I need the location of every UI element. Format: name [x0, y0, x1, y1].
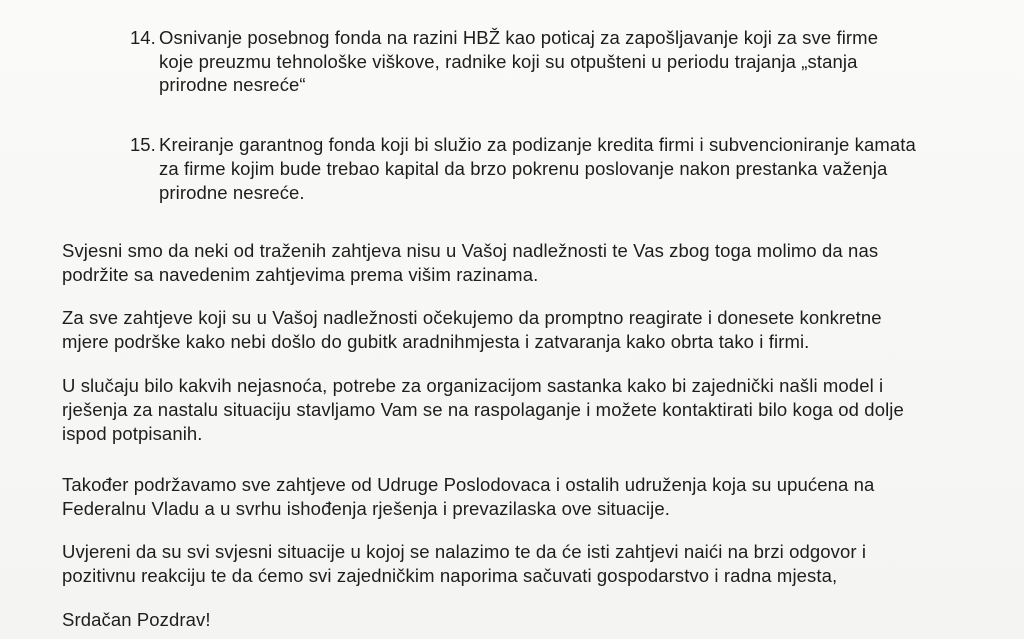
paragraph-4-line-2: Federalnu Vladu a u svrhu ishođenja rješenja i prevazilaska ove situacije. — [62, 498, 670, 519]
paragraph-4-line-1: Također podržavamo sve zahtjeve od Udruge Poslodovaca i ostalih udruženja koja su upućena na — [62, 474, 875, 495]
paragraph-3-line-2: rješenja za nastalu situaciju stavljamo Vam se na raspolaganje i možete kontaktirati bilo koga od dolje — [62, 399, 904, 420]
paragraph-1-line-2: podržite sa navedenim zahtjevima prema višim razinama. — [62, 264, 539, 285]
item-14-number: 14. — [130, 27, 156, 48]
item-15-number: 15. — [130, 134, 156, 155]
item-15-line-3: prirodne nesreće. — [159, 182, 305, 203]
paragraph-1-line-1: Svjesni smo da neki od traženih zahtjeva nisu u Vašoj nadležnosti te Vas zbog toga molimo da nas — [62, 240, 879, 261]
paragraph-5-line-2: pozitivnu reakciju te da ćemo svi zajedničkim naporima sačuvati gospodarstvo i radna mjesta, — [62, 565, 838, 586]
paragraph-2-line-1: Za sve zahtjeve koji su u Vašoj nadležnosti očekujemo da promptno reagirate i donesete konkretne — [62, 307, 882, 328]
paragraph-3-line-1: U slučaju bilo kakvih nejasnoća, potrebe za organizacijom sastanka kako bi zajednički našli model i — [62, 375, 884, 396]
paragraph-2-line-2: mjere podrške kako nebi došlo do gubitk aradnihmjesta i zatvaranja kako obrta tako i firmi. — [62, 331, 810, 352]
paragraph-5-line-1: Uvjereni da su svi svjesni situacije u kojoj se nalazimo te da će isti zahtjevi naići na brzi odgovor i — [62, 541, 867, 562]
item-14-line-2: koje preuzmu tehnološke viškove, radnike koji su otpušteni u periodu trajanja „stanja — [159, 51, 858, 72]
paragraph-3-line-3: ispod potpisanih. — [62, 423, 203, 444]
item-14-line-3: prirodne nesreće“ — [159, 74, 306, 95]
closing-greeting: Srdačan Pozdrav! — [62, 609, 211, 630]
item-15-line-2: za firme kojim bude trebao kapital da brzo pokrenu poslovanje nakon prestanka važenja — [159, 158, 888, 179]
item-14-line-1: Osnivanje posebnog fonda na razini HBŽ kao poticaj za zapošljavanje koji za sve firme — [159, 27, 879, 48]
item-15-line-1: Kreiranje garantnog fonda koji bi služio za podizanje kredita firmi i subvencioniranje kamata — [159, 134, 916, 155]
